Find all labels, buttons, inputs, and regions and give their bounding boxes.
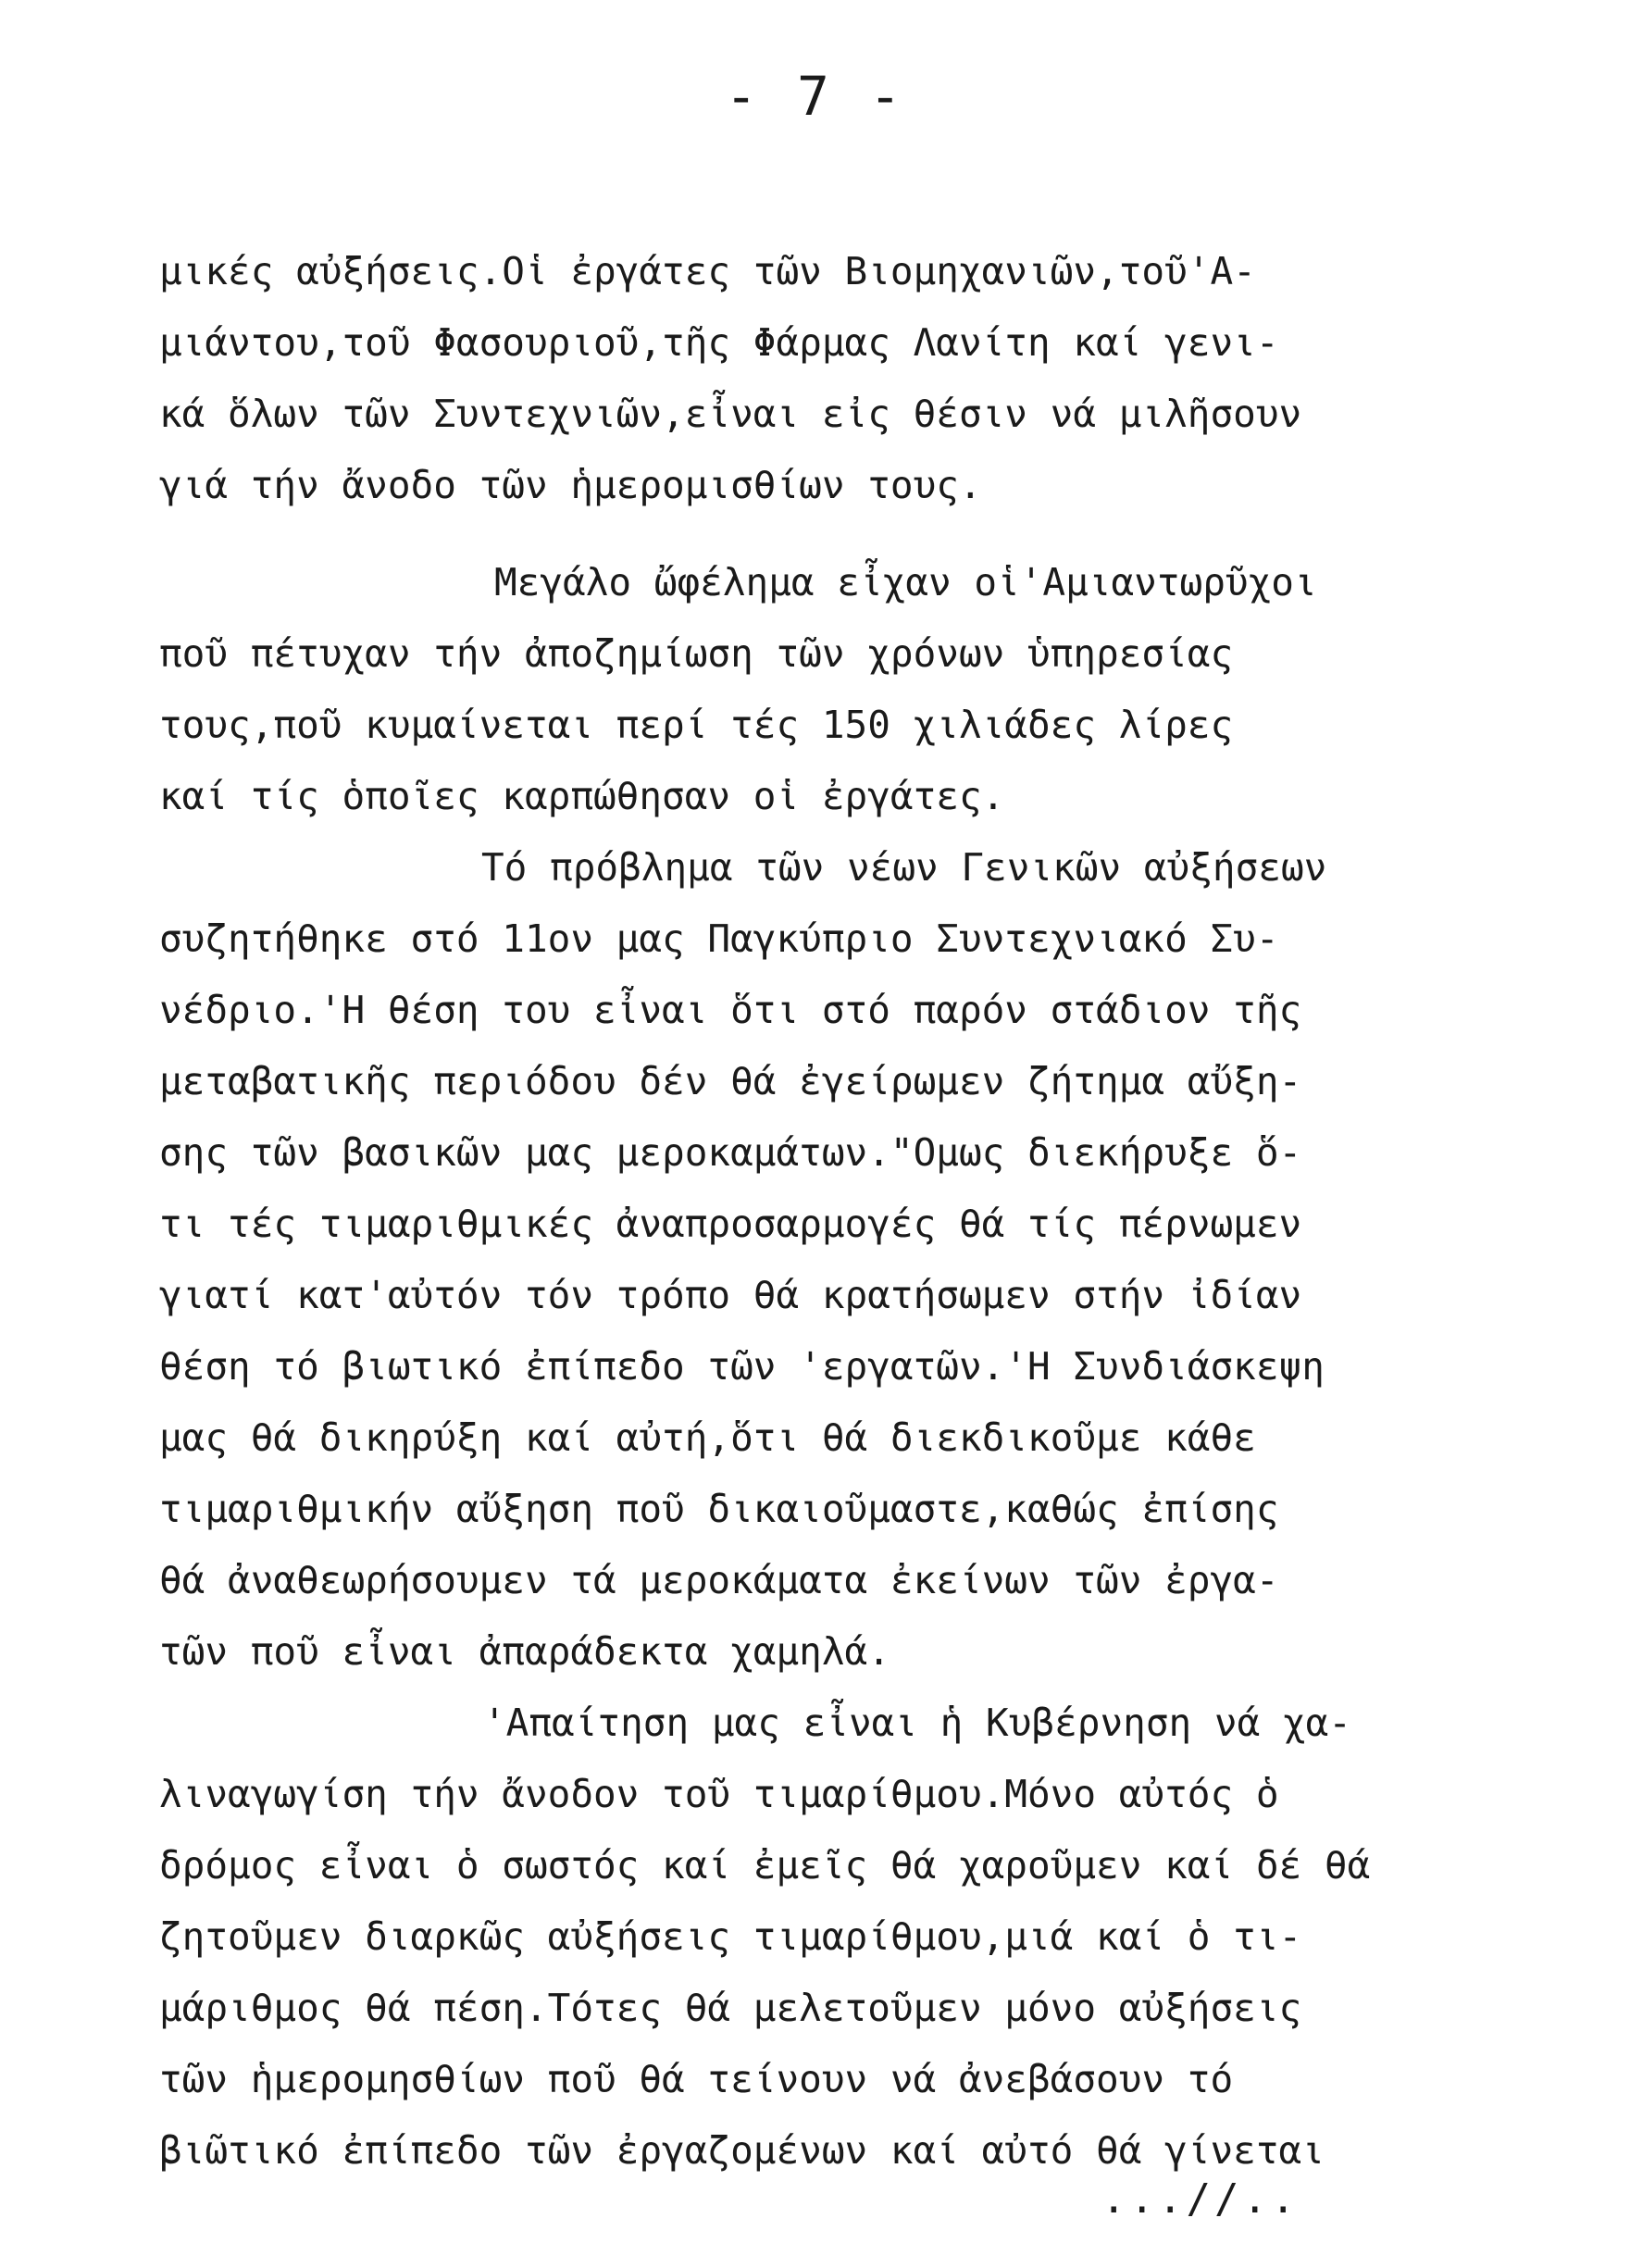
text-line: λιναγωγίση τήν ἄνοδον τοῦ τιμαρίθμου.Μόνο αὐτός ὁ [159,1772,1279,1816]
text-line: νέδριο.'Η θέση του εἶναι ὅτι στό παρόν στάδιον τῆς [159,988,1302,1032]
text-line: τιμαριθμικήν αὔξηση ποῦ δικαιοῦμαστε,καθώς ἐπίσης [159,1487,1279,1531]
text-line: μας θά δικηρύξη καί αὐτή,ὅτι θά διεκδικοῦμε κάθε [159,1415,1256,1460]
text-line: βιῶτικό ἐπίπεδο τῶν ἐργαζομένων καί αὐτό θά γίνεται [159,2128,1325,2173]
body-text [159,236,1548,2187]
text-line: 'Απαίτηση μας εἶναι ἡ Κυβέρνηση νά χα- [483,1701,1351,1745]
text-line: τῶν ποῦ εἶναι ἀπαράδεκτα χαμηλά. [159,1629,890,1674]
text-line: συζητήθηκε στό 11ον μας Παγκύπριο Συντεχνιακό Συ- [159,916,1279,961]
text-line: μάριθμος θά πέση.Τότες θά μελετοῦμεν μόνο αὐξήσεις [159,1986,1302,2030]
text-line: γιατί κατ'αὐτόν τόν τρόπο θά κρατήσωμεν στήν ἰδίαν [159,1273,1302,1317]
text-line: ζητοῦμεν διαρκῶς αὐξήσεις τιμαρίθμου,μιά καί ὁ τι- [159,1914,1302,1959]
page-number: - 7 - [725,65,905,128]
text-line: θέση τό βιωτικό ἐπίπεδο τῶν 'εργατῶν.'Η Συνδιάσκεψη [159,1344,1325,1389]
text-line: σης τῶν βασικῶν μας μεροκαμάτων."Ομως διεκήρυξε ὅ- [159,1130,1302,1175]
text-line: τους,ποῦ κυμαίνεται περί τές 150 χιλιάδες λίρες [159,703,1234,747]
text-line: μικές αὐξήσεις.Οἱ ἐργάτες τῶν Βιομηχανιῶν,τοῦ'Α- [159,249,1256,293]
text-line: Μεγάλο ὤφέλημα εἶχαν οἱ'Αμιαντωρῦχοι [494,560,1317,604]
text-line: καί τίς ὁποῖες καρπώθησαν οἱ ἐργάτες. [159,774,1005,818]
text-line: θά ἀναθεωρήσουμεν τά μεροκάματα ἐκείνων τῶν ἐργα- [159,1558,1279,1602]
text-line: μεταβατικῆς περιόδου δέν θά ἐγείρωμεν ζήτημα αὔξη- [159,1059,1302,1103]
text-line: μιάντου,τοῦ Φασουριοῦ,τῆς Φάρμας Λανίτη καί γενι- [159,320,1279,365]
text-line: δρόμος εἶναι ὁ σωστός καί ἐμεῖς θά χαροῦμεν καί δέ θά [159,1843,1371,1888]
text-line: τι τές τιμαριθμικές ἀναπροσαρμογές θά τίς πέρνωμεν [159,1202,1302,1246]
text-line: κά ὅλων τῶν Συντεχνιῶν,εἶναι εἰς θέσιν νά μιλῆσουν [159,392,1302,436]
text-line: γιά τήν ἄνοδο τῶν ἡμερομισθίων τους. [159,463,982,507]
text-line: Τό πρόβλημα τῶν νέων Γενικῶν αὐξήσεων [481,845,1327,890]
text-line: ποῦ πέτυχαν τήν ἀποζημίωση τῶν χρόνων ὑπηρεσίας [159,631,1234,676]
continuation-mark: ...//.. [1101,2175,1300,2223]
text-line: τῶν ἡμερομησθίων ποῦ θά τείνουν νά ἀνεβάσουν τό [159,2057,1234,2101]
